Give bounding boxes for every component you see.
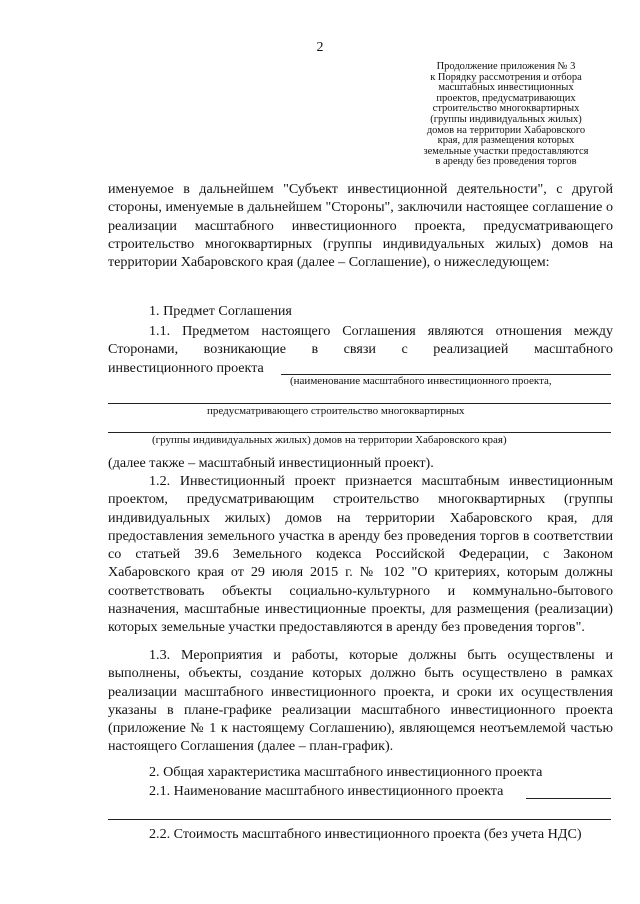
word: реализацией xyxy=(433,341,509,357)
paragraph-1-3: 1.3. Мероприятия и работы, которые должны быть осуществлены и выполнены, объекты, создание которых должно быть осуществлено в рамках реализации масштабного инвестиционного проекта, и сроки их осуществления указаны в плане-графике реализации масштабного инвестиционного проекта (приложение № 1 к настоящему Соглашению), являющемся неотъемлемой частью настоящего Соглашения (далее – план-график). xyxy=(108,647,613,755)
caption-construction: предусматривающего строительство многоквартирных xyxy=(207,405,465,417)
word: в xyxy=(311,341,319,357)
header-line: домов на территории Хабаровского xyxy=(426,124,586,136)
paragraph-1-1-end: (далее также – масштабный инвестиционный проект). xyxy=(108,455,434,471)
header-line: строительство многоквартирных xyxy=(432,103,580,115)
paragraph-1-2: 1.2. Инвестиционный проект признается масштабным инвестиционным проектом, предусматривающим строительство многоквартирных (группы индивидуальных жилых) домов на территории Хабаровского края, для предоставления земельного участка в аренду без проведения торгов в соответствии со статьей 39.6 Земельного кодекса Российской Федерации, с Законом Хабаровского края от 29 июля 2015 г. № 102 "О критериях, которым должны соответствовать объекты социально-культурного и коммунально-бытового назначения, масштабные инвестиционные проекты, для размещения (реализации) которых земельные участки предоставляются в аренду без проведения торгов". xyxy=(108,473,613,636)
paragraph-1-1-line-2 xyxy=(108,341,613,358)
appendix-header xyxy=(380,62,632,168)
paragraph-2-2: 2.2. Стоимость масштабного инвестиционного проекта (без учета НДС) xyxy=(149,826,582,842)
header-line: края, для размещения которых xyxy=(437,135,575,147)
fill-in-line xyxy=(526,798,611,799)
section-1-title: 1. Предмет Соглашения xyxy=(149,303,292,319)
page-number: 2 xyxy=(316,40,324,55)
word: с xyxy=(401,341,408,357)
fill-in-line xyxy=(108,819,611,820)
intro-paragraph: именуемое в дальнейшем "Субъект инвестиционной деятельности", с другой стороны, именуемые в дальнейшем "Стороны", заключили настоящее соглашение о реализации масштабного инвестиционного проекта, предусматривающего строительство многоквартирных (группы индивидуальных жилых) домов на территории Хабаровского края (далее – Соглашение), о нижеследующем: xyxy=(108,181,613,271)
word: связи xyxy=(343,341,376,357)
paragraph-2-1: 2.1. Наименование масштабного инвестиционного проекта xyxy=(149,783,504,799)
section-2-title: 2. Общая характеристика масштабного инвестиционного проекта xyxy=(149,764,543,780)
caption-project-name: (наименование масштабного инвестиционного проекта, xyxy=(290,375,552,387)
word: возникающие xyxy=(203,341,286,357)
header-line: к Порядку рассмотрения и отбора xyxy=(430,71,582,83)
paragraph-1-1-line-3: инвестиционного проекта xyxy=(108,360,264,376)
header-line: Продолжение приложения № 3 xyxy=(436,61,576,72)
header-line: в аренду без проведения торгов xyxy=(435,156,577,168)
paragraph-1-1-line-1 xyxy=(108,322,613,340)
header-line: (группы индивидуальных жилых) xyxy=(430,113,582,125)
header-line: масштабных инвестиционных xyxy=(438,82,574,94)
header-line: проектов, предусматривающих xyxy=(436,92,576,104)
word: Сторонами, xyxy=(108,341,179,357)
header-line: земельные участки предоставляются xyxy=(423,145,589,157)
fill-in-line xyxy=(108,403,611,404)
fill-in-line xyxy=(108,432,611,433)
word: масштабного xyxy=(533,341,613,357)
caption-houses: (группы индивидуальных жилых) домов на территории Хабаровского края) xyxy=(152,434,507,446)
paragraph-1-1-text: 1.1. Предметом настоящего Соглашения являются отношения между xyxy=(149,323,613,339)
